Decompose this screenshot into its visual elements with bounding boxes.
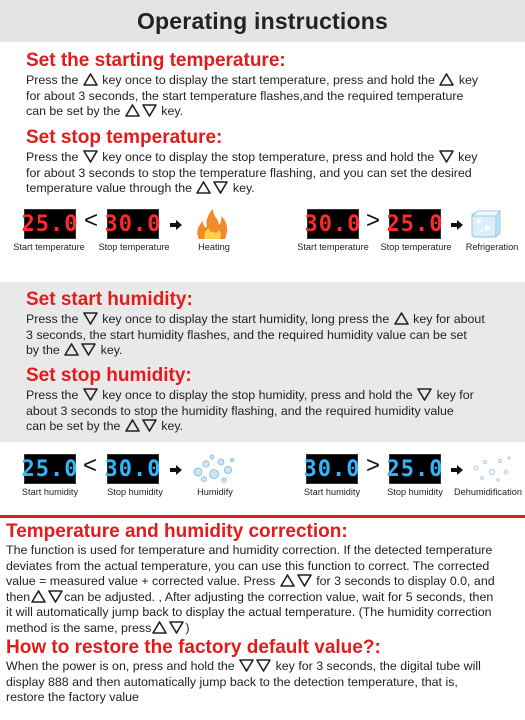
section-start-temperature [0,50,525,120]
arrow-right-icon [170,465,182,475]
stop-humidity-display: 25.0 [389,454,441,484]
start-humidity-label: Start humidity [303,487,361,497]
down-triangle-key-icon [439,150,454,163]
humidify-label: Humidify [197,487,233,497]
up-triangle-key-icon [439,73,454,86]
start-temperature-display: 30.0 [307,209,359,239]
section-text: Press the key once to display the start temperature, press and hold the key for about 3 seconds, the start temperature flashes,and the required temperature can be set by the key. [26,73,479,119]
section-factory-reset [0,637,525,706]
greater-than-sign: > [366,207,381,234]
up-triangle-key-icon [196,181,211,194]
down-triangle-key-icon [256,659,271,672]
up-triangle-key-icon [394,312,409,325]
humidity-diagram-row [0,450,525,510]
dry-droplets-icon [468,452,514,486]
section-text: Press the key once to display the stop humidity, press and hold the key for about 3 seconds to stop the humidity flashing, and the required humidity value can be set by the key. [26,388,474,434]
start-humidity-display: 30.0 [306,454,358,484]
stop-humidity-label: Stop humidity [387,487,443,497]
down-triangle-key-icon [213,181,228,194]
ice-cube-icon [469,208,501,240]
page-header [0,0,525,42]
less-than-sign: < [83,452,98,479]
section-heading: How to restore the factory default value?: [6,637,381,658]
down-triangle-key-icon [417,388,432,401]
down-triangle-key-icon [142,419,157,432]
heating-label: Heating [198,242,230,252]
dehumidification-label: Dehumidification [454,487,522,497]
stop-humidity-display: 30.0 [107,454,159,484]
section-heading: Set start humidity: [26,289,193,310]
section-stop-temperature [0,127,525,197]
down-triangle-key-icon [169,621,184,634]
section-divider [0,515,525,518]
stop-temperature-label: Stop temperature [380,242,452,252]
down-triangle-key-icon [83,312,98,325]
up-triangle-key-icon [83,73,98,86]
flame-icon [193,207,231,241]
greater-than-sign: > [366,452,381,479]
section-correction [0,521,525,637]
stop-temperature-display: 25.0 [389,209,441,239]
start-temperature-label: Start temperature [13,242,85,252]
arrow-right-icon [451,465,463,475]
arrow-right-icon [170,220,182,230]
start-humidity-display: 25.0 [24,454,76,484]
stop-temperature-label: Stop temperature [98,242,170,252]
section-heading: Temperature and humidity correction: [6,521,348,542]
refrigeration-label: Refrigeration [465,242,519,252]
down-triangle-key-icon [297,574,312,587]
section-heading: Set stop temperature: [26,127,223,148]
up-triangle-key-icon [125,419,140,432]
down-triangle-key-icon [48,590,63,603]
section-heading: Set stop humidity: [26,365,192,386]
up-triangle-key-icon [152,621,167,634]
section-stop-humidity [0,365,525,435]
start-temperature-display: 25.0 [24,209,76,239]
down-triangle-key-icon [83,150,98,163]
down-triangle-key-icon [239,659,254,672]
down-triangle-key-icon [142,104,157,117]
stop-temperature-display: 30.0 [107,209,159,239]
down-triangle-key-icon [81,343,96,356]
down-triangle-key-icon [83,388,98,401]
up-triangle-key-icon [280,574,295,587]
start-temperature-label: Start temperature [297,242,369,252]
stop-humidity-label: Stop humidity [107,487,163,497]
start-humidity-label: Start humidity [21,487,79,497]
section-start-humidity [0,289,525,359]
section-heading: Set the starting temperature: [26,50,286,71]
up-triangle-key-icon [64,343,79,356]
less-than-sign: < [84,207,99,234]
water-droplets-icon [190,452,236,486]
arrow-right-icon [451,220,463,230]
page-title: Operating instructions [136,7,389,34]
section-text: Press the key once to display the start humidity, long press the key for about 3 seconds, the start humidity flashes, and the required humidity value can be set by the key. [26,312,485,358]
section-text: When the power is on, press and hold the key for 3 seconds, the digital tube will display 888 and then automatically jump back to the detection temperature, that is, restore the factory value [6,659,481,705]
up-triangle-key-icon [31,590,46,603]
section-text: Press the key once to display the stop temperature, press and hold the key for about 3 seconds to stop the temperature flashing, and you can set the desired temperature value through the key. [26,150,478,196]
temperature-diagram-row [0,205,525,265]
section-text: The function is used for temperature and humidity correction. If the detected temperature deviates from the actual temperature, you can use this function to correct. The corrected value = measured value + corrected value. Press for 3 seconds to display 0.0, and then can be adjusted. , After adjusting the correction value, wait for 5 seconds, then it will automatically jump back to display the actual temperature. (The humidity correction method is the same, press ) [6,543,495,635]
up-triangle-key-icon [125,104,140,117]
